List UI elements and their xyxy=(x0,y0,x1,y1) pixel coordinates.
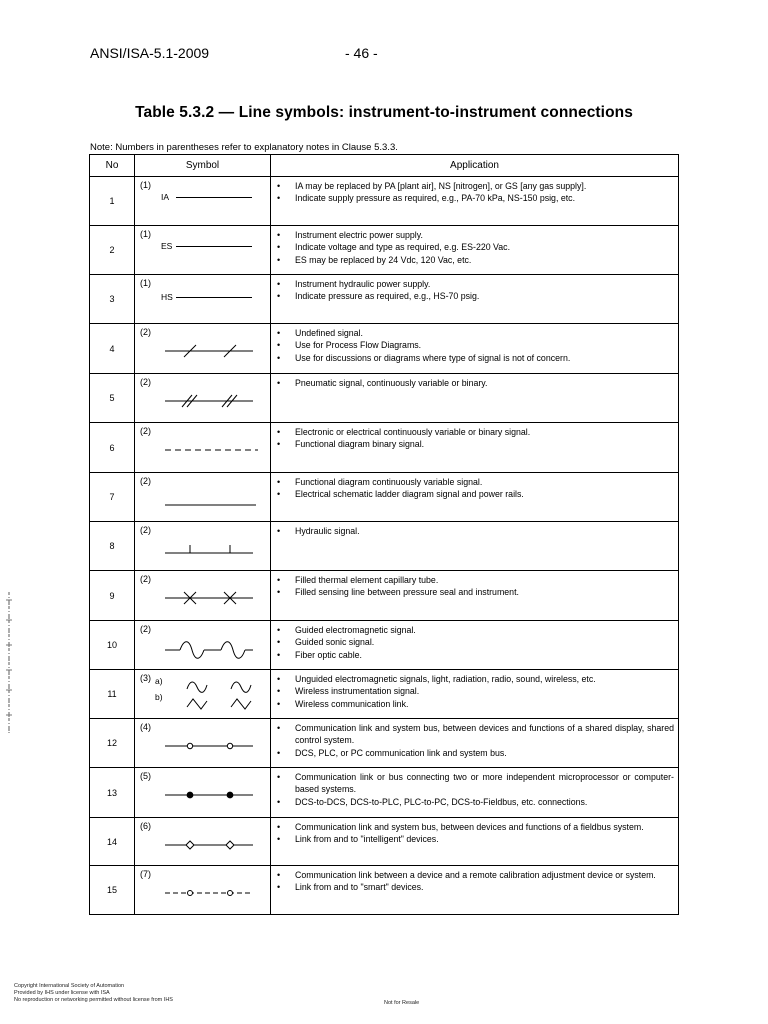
application-item: • Communication link and system bus, between devices and functions of a shared display, shared control system. xyxy=(275,722,674,747)
application-list xyxy=(271,522,678,537)
application-list xyxy=(271,473,678,501)
sublabel-a: a) xyxy=(155,676,163,686)
application-item: • Instrument hydraulic power supply. xyxy=(275,278,674,290)
note-reference: (1) xyxy=(140,180,151,190)
note-reference: (2) xyxy=(140,327,151,337)
hydraulic-signal-symbol xyxy=(135,522,271,570)
symbol-cell xyxy=(135,374,271,423)
note-reference: (2) xyxy=(140,525,151,535)
column-header-no: No xyxy=(90,155,135,177)
application-list xyxy=(271,670,678,710)
table-row xyxy=(90,719,679,768)
note-reference: (7) xyxy=(140,869,151,879)
row-number: 7 xyxy=(90,473,135,522)
supply-line-symbol xyxy=(176,246,252,247)
supply-label: ES xyxy=(161,241,173,251)
table-row xyxy=(90,571,679,621)
application-item: • Communication link between a device and a remote calibration adjustment device or system. xyxy=(275,869,674,881)
application-item: • Use for Process Flow Diagrams. xyxy=(275,339,674,351)
application-cell xyxy=(271,719,679,768)
row-number: 1 xyxy=(90,177,135,226)
table-row xyxy=(90,374,679,423)
table-row xyxy=(90,423,679,473)
column-header-application: Application xyxy=(271,155,679,177)
application-cell xyxy=(271,768,679,818)
note-reference: (2) xyxy=(140,476,151,486)
comm-link-open-circles-symbol xyxy=(135,719,271,767)
symbol-cell xyxy=(135,177,271,226)
application-cell xyxy=(271,866,679,915)
application-list xyxy=(271,866,678,894)
application-item: • Wireless communication link. xyxy=(275,698,674,710)
symbol-cell xyxy=(135,719,271,768)
row-number: 9 xyxy=(90,571,135,621)
line-symbols-table xyxy=(89,154,679,915)
application-item: • Unguided electromagnetic signals, light, radiation, radio, sound, wireless, etc. xyxy=(275,673,674,685)
symbol-cell xyxy=(135,818,271,866)
symbol-cell xyxy=(135,324,271,374)
row-number: 15 xyxy=(90,866,135,915)
application-list xyxy=(271,818,678,846)
application-cell xyxy=(271,374,679,423)
row-number: 13 xyxy=(90,768,135,818)
application-item: • ES may be replaced by 24 Vdc, 120 Vac, etc. xyxy=(275,254,674,266)
comm-link-filled-circles-symbol xyxy=(135,768,271,817)
application-item: • Hydraulic signal. xyxy=(275,525,674,537)
table-row xyxy=(90,226,679,275)
row-number: 8 xyxy=(90,522,135,571)
supply-label: HS xyxy=(161,292,173,302)
capillary-tube-symbol xyxy=(135,571,271,620)
symbol-cell xyxy=(135,571,271,621)
application-cell xyxy=(271,621,679,670)
application-item: • Filled thermal element capillary tube. xyxy=(275,574,674,586)
note-reference: (3) xyxy=(140,673,151,683)
footer-line: Provided by IHS under license with ISA xyxy=(14,989,110,996)
sublabel-b: b) xyxy=(155,692,163,702)
application-item: • Link from and to "smart" devices. xyxy=(275,881,674,893)
row-number: 2 xyxy=(90,226,135,275)
application-list xyxy=(271,275,678,303)
row-number: 3 xyxy=(90,275,135,324)
application-item: • Undefined signal. xyxy=(275,327,674,339)
application-list xyxy=(271,719,678,759)
application-cell xyxy=(271,275,679,324)
row-number: 6 xyxy=(90,423,135,473)
not-for-resale: Not for Resale xyxy=(384,1000,420,1006)
solid-line-symbol xyxy=(135,473,271,521)
application-list xyxy=(271,374,678,389)
application-list xyxy=(271,177,678,205)
application-item: • Functional diagram binary signal. xyxy=(275,438,674,450)
symbol-cell xyxy=(135,866,271,915)
note-reference: (1) xyxy=(140,278,151,288)
symbol-cell xyxy=(135,522,271,571)
symbol-cell xyxy=(135,670,271,719)
application-item: • Indicate supply pressure as required, e.g., PA-70 kPa, NS-150 psig, etc. xyxy=(275,192,674,204)
guided-em-signal-symbol xyxy=(135,621,271,669)
note-reference: (2) xyxy=(140,426,151,436)
table-row xyxy=(90,866,679,915)
column-header-symbol: Symbol xyxy=(135,155,271,177)
application-cell xyxy=(271,571,679,621)
table-row xyxy=(90,522,679,571)
application-cell xyxy=(271,473,679,522)
table-row xyxy=(90,768,679,818)
supply-label: IA xyxy=(161,192,170,202)
application-item: • Filled sensing line between pressure seal and instrument. xyxy=(275,586,674,598)
supply-line-symbol xyxy=(176,197,252,198)
application-list xyxy=(271,621,678,661)
note-reference: (2) xyxy=(140,574,151,584)
application-cell xyxy=(271,522,679,571)
row-number: 5 xyxy=(90,374,135,423)
row-number: 4 xyxy=(90,324,135,374)
pneumatic-signal-symbol xyxy=(135,374,271,422)
application-cell xyxy=(271,818,679,866)
application-item: • Communication link or bus connecting two or more independent microprocessor or computer-based systems. xyxy=(275,771,674,796)
application-list xyxy=(271,324,678,364)
note-reference: (5) xyxy=(140,771,151,781)
application-item: • Guided electromagnetic signal. xyxy=(275,624,674,636)
application-cell xyxy=(271,670,679,719)
undefined-signal-symbol xyxy=(135,324,271,373)
application-item: • Functional diagram continuously variable signal. xyxy=(275,476,674,488)
table-row xyxy=(90,324,679,374)
application-item: • Use for discussions or diagrams where type of signal is not of concern. xyxy=(275,352,674,364)
symbol-cell xyxy=(135,621,271,670)
symbol-cell xyxy=(135,768,271,818)
application-cell xyxy=(271,177,679,226)
row-number: 14 xyxy=(90,818,135,866)
application-item: • Electronic or electrical continuously variable or binary signal. xyxy=(275,426,674,438)
application-list xyxy=(271,423,678,451)
application-item: • Instrument electric power supply. xyxy=(275,229,674,241)
footer-line: No reproduction or networking permitted without license from IHS xyxy=(14,996,173,1003)
table-title: Table 5.3.2 — Line symbols: instrument-to-instrument connections xyxy=(135,104,633,121)
comm-link-diamonds-symbol xyxy=(135,818,271,865)
application-cell xyxy=(271,226,679,275)
symbol-cell xyxy=(135,226,271,275)
note-reference: (1) xyxy=(140,229,151,239)
application-item: • DCS-to-DCS, DCS-to-PLC, PLC-to-PC, DCS-to-Fieldbus, etc. connections. xyxy=(275,796,674,808)
table-row xyxy=(90,177,679,226)
note-reference: (2) xyxy=(140,624,151,634)
application-item: • Communication link and system bus, between devices and functions of a fieldbus system. xyxy=(275,821,674,833)
application-item: • Fiber optic cable. xyxy=(275,649,674,661)
table-row xyxy=(90,473,679,522)
electronic-signal-symbol xyxy=(135,423,271,472)
note-reference: (4) xyxy=(140,722,151,732)
application-item: • IA may be replaced by PA [plant air], NS [nitrogen], or GS [any gas supply]. xyxy=(275,180,674,192)
table-row xyxy=(90,818,679,866)
application-cell xyxy=(271,423,679,473)
application-item: • Link from and to "intelligent" devices. xyxy=(275,833,674,845)
comm-link-dashed-circles-symbol xyxy=(135,866,271,914)
footer-line: Copyright International Society of Automation xyxy=(14,983,125,989)
application-item: • Guided sonic signal. xyxy=(275,636,674,648)
side-watermark xyxy=(1,590,17,735)
symbol-cell xyxy=(135,473,271,522)
note-reference: (6) xyxy=(140,821,151,831)
symbol-cell xyxy=(135,423,271,473)
unguided-em-signal-symbol xyxy=(135,670,271,718)
copyright-footer xyxy=(14,983,173,1003)
note-reference: (2) xyxy=(140,377,151,387)
application-item: • Wireless instrumentation signal. xyxy=(275,685,674,697)
application-list xyxy=(271,571,678,599)
row-number: 10 xyxy=(90,621,135,670)
supply-line-symbol xyxy=(176,297,252,298)
table-row xyxy=(90,621,679,670)
application-item: • Pneumatic signal, continuously variable or binary. xyxy=(275,377,674,389)
application-item: • Indicate voltage and type as required, e.g. ES-220 Vac. xyxy=(275,241,674,253)
page-number: - 46 - xyxy=(345,45,378,61)
symbol-cell xyxy=(135,275,271,324)
table-note: Note: Numbers in parentheses refer to explanatory notes in Clause 5.3.3. xyxy=(90,142,398,153)
table-header-row xyxy=(90,155,679,177)
table-row xyxy=(90,670,679,719)
application-list xyxy=(271,768,678,808)
application-item: • Indicate pressure as required, e.g., HS-70 psig. xyxy=(275,290,674,302)
row-number: 11 xyxy=(90,670,135,719)
table-row xyxy=(90,275,679,324)
application-cell xyxy=(271,324,679,374)
standard-id: ANSI/ISA-5.1-2009 xyxy=(90,45,210,61)
application-item: • DCS, PLC, or PC communication link and system bus. xyxy=(275,747,674,759)
application-list xyxy=(271,226,678,266)
application-item: • Electrical schematic ladder diagram signal and power rails. xyxy=(275,488,674,500)
row-number: 12 xyxy=(90,719,135,768)
